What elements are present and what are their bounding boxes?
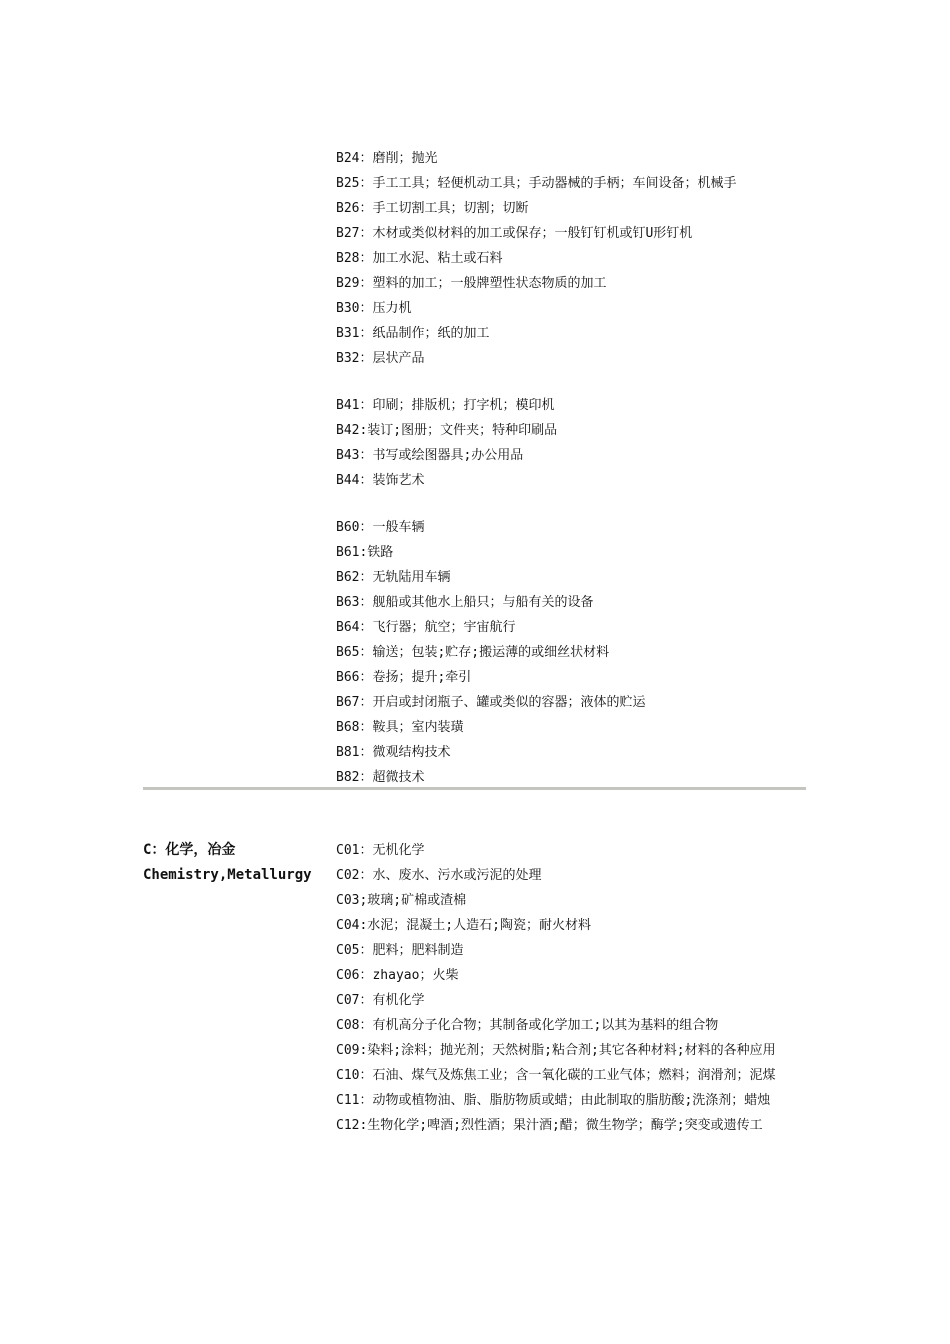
list-item: C07：有机化学 [336,993,425,1008]
list-item: C09:染料;涂料；抛光剂；天然树脂;粘合剂;其它各种材料;材料的各种应用 [336,1043,776,1058]
list-item: C02：水、废水、污水或污泥的处理 [336,868,542,883]
group-spacer [336,493,806,515]
list-item: C03;玻璃;矿棉或渣棉 [336,893,467,908]
section-c-heading [143,838,343,888]
list-item: C08：有机高分子化合物；其制备或化学加工;以其为基料的组合物 [336,1018,719,1033]
section-divider [143,787,806,790]
list-item: C12:生物化学;啤酒;烈性酒；果汁酒;醋；微生物学；酶学;突变或遗传工 [336,1118,763,1133]
section-c-list [336,838,806,1138]
list-item: B32：层状产品 [336,351,425,366]
list-item: C04:水泥；混凝土;人造石;陶瓷；耐火材料 [336,918,591,933]
list-item: B31：纸品制作；纸的加工 [336,326,490,341]
section-b-list [336,146,806,790]
list-item: B43：书写或绘图器具;办公用品 [336,448,524,463]
section-title-cn: C：化学，冶金 [143,842,236,858]
list-item: B44：装饰艺术 [336,473,425,488]
list-item: B41：印刷；排版机；打字机；模印机 [336,398,555,413]
list-item: B62：无轨陆用车辆 [336,570,451,585]
list-item: B27：木材或类似材料的加工或保存；一般钉钉机或钉U形钉机 [336,226,693,241]
list-item: B81：微观结构技术 [336,745,451,760]
list-item: B26：手工切割工具；切割；切断 [336,201,529,216]
list-item: B29：塑料的加工；一般牌塑性状态物质的加工 [336,276,607,291]
list-item: C05：肥料；肥料制造 [336,943,464,958]
list-item: C01：无机化学 [336,843,425,858]
list-item: B42:装订;图册；文件夹；特种印刷品 [336,423,558,438]
list-item: C10：石油、煤气及炼焦工业；含一氧化碳的工业气体；燃料；润滑剂；泥煤 [336,1068,776,1083]
list-item: B24：磨削；抛光 [336,151,438,166]
section-title-en: Chemistry,Metallurgy [143,867,312,883]
list-item: B30：压力机 [336,301,412,316]
list-item: B25：手工工具；轻便机动工具；手动器械的手柄；车间设备；机械手 [336,176,737,191]
list-item: C11：动物或植物油、脂、脂肪物质或蜡；由此制取的脂肪酸;洗涤剂；蜡烛 [336,1093,771,1108]
list-item: B61:铁路 [336,545,394,560]
list-item: B64：飞行器；航空；宇宙航行 [336,620,516,635]
list-item: B67：开启或封闭瓶子、罐或类似的容器；液体的贮运 [336,695,646,710]
group-spacer [336,371,806,393]
list-item: B65：输送；包装;贮存;搬运薄的或细丝状材料 [336,645,610,660]
list-item: C06：zhayao；火柴 [336,968,459,983]
list-item: B82：超微技术 [336,770,425,785]
list-item: B63：舰船或其他水上船只；与船有关的设备 [336,595,594,610]
list-item: B28：加工水泥、粘土或石料 [336,251,503,266]
list-item: B68：鞍具；室内装璜 [336,720,464,735]
list-item: B60：一般车辆 [336,520,425,535]
list-item: B66：卷扬；提升;牵引 [336,670,472,685]
